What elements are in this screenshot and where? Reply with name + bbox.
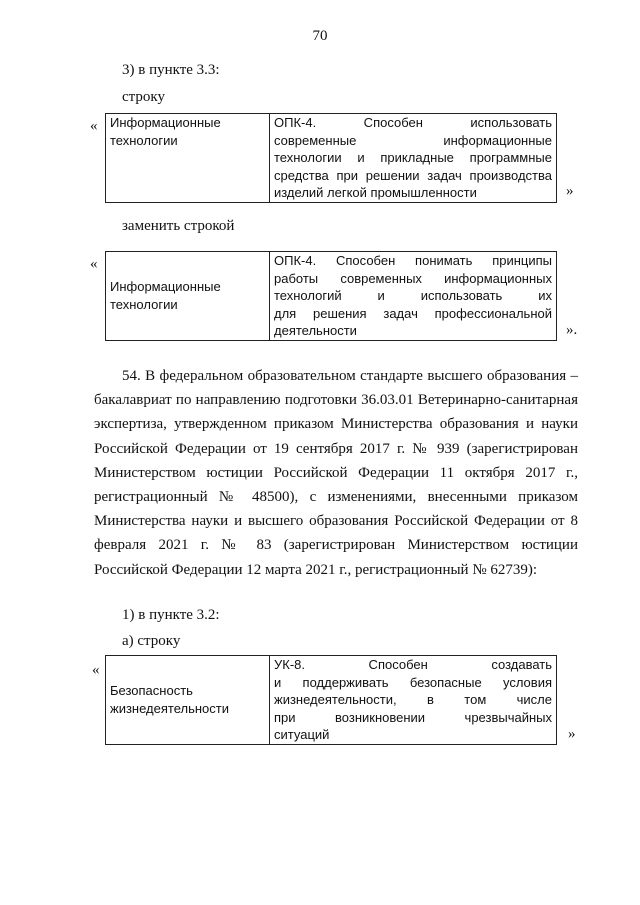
competence-description <box>270 114 557 203</box>
description-line: средства при решении задач производства <box>274 167 552 183</box>
discipline-name: Информационные технологии <box>106 114 270 203</box>
row-label: строку <box>122 89 165 105</box>
table-row <box>106 114 557 203</box>
open-quote: « <box>90 256 98 272</box>
item-3-heading: 3) в пункте 3.3: <box>122 62 220 78</box>
description-line: современные информационные <box>274 132 552 148</box>
description-line: технологий и использовать их <box>274 288 552 303</box>
description-line: работы современных информационных <box>274 270 552 286</box>
description-line: деятельности <box>274 323 357 338</box>
description-line: изделий легкой промышленности <box>274 185 477 200</box>
open-quote: « <box>90 118 98 134</box>
description-line: ОПК-4. Способен использовать <box>274 115 552 130</box>
close-quote: » <box>566 183 574 199</box>
description-line: ОПК-4. Способен понимать принципы <box>274 253 552 268</box>
open-quote: « <box>92 662 100 678</box>
description-line: при возникновении чрезвычайных <box>274 709 552 725</box>
close-quote: ». <box>566 322 578 338</box>
replace-label: заменить строкой <box>122 218 235 234</box>
close-quote: » <box>568 726 576 742</box>
table-row <box>106 252 557 341</box>
item-a-heading: а) строку <box>122 633 181 649</box>
table-old-row <box>105 113 557 203</box>
description-line: технологии и прикладные программные <box>274 150 552 165</box>
description-line: УК-8. Способен создавать <box>274 657 552 672</box>
description-line: для решения задач профессиональной <box>274 305 552 321</box>
item-1-heading: 1) в пункте 3.2: <box>122 607 220 623</box>
discipline-name: Безопасность жизнедеятельности <box>106 656 270 745</box>
description-line: и поддерживать безопасные условия <box>274 674 552 690</box>
table-row <box>106 656 557 745</box>
discipline-name: Информационные технологии <box>106 252 270 341</box>
competence-description <box>270 252 557 341</box>
competence-description <box>270 656 557 745</box>
description-line: жизнедеятельности, в том числе <box>274 692 552 707</box>
page-number: 70 <box>312 28 328 44</box>
paragraph-54: 54. В федеральном образовательном стандарте высшего образования – бакалавриат по направлению подготовки 36.03.01 Ветеринарно-санитарная экспертиза, утвержденном приказом Министерства образования и науки Российской Федерации от 19 сентября 2017 г. № 939 (зарегистрирован Министерством юстиции Российской Федерации 11 октября 2017 г., регистрационный № 48500), с изменениями, внесенными приказом Министерства науки и высшего образования Российской Федерации от 8 февраля 2021 г. № 83 (зарегистрирован Министерством юстиции Российской Федерации 12 марта 2021 г., регистрационный № 62739): <box>94 368 578 578</box>
table-bzd-row <box>105 655 557 745</box>
description-line: ситуаций <box>274 727 330 742</box>
table-new-row <box>105 251 557 341</box>
